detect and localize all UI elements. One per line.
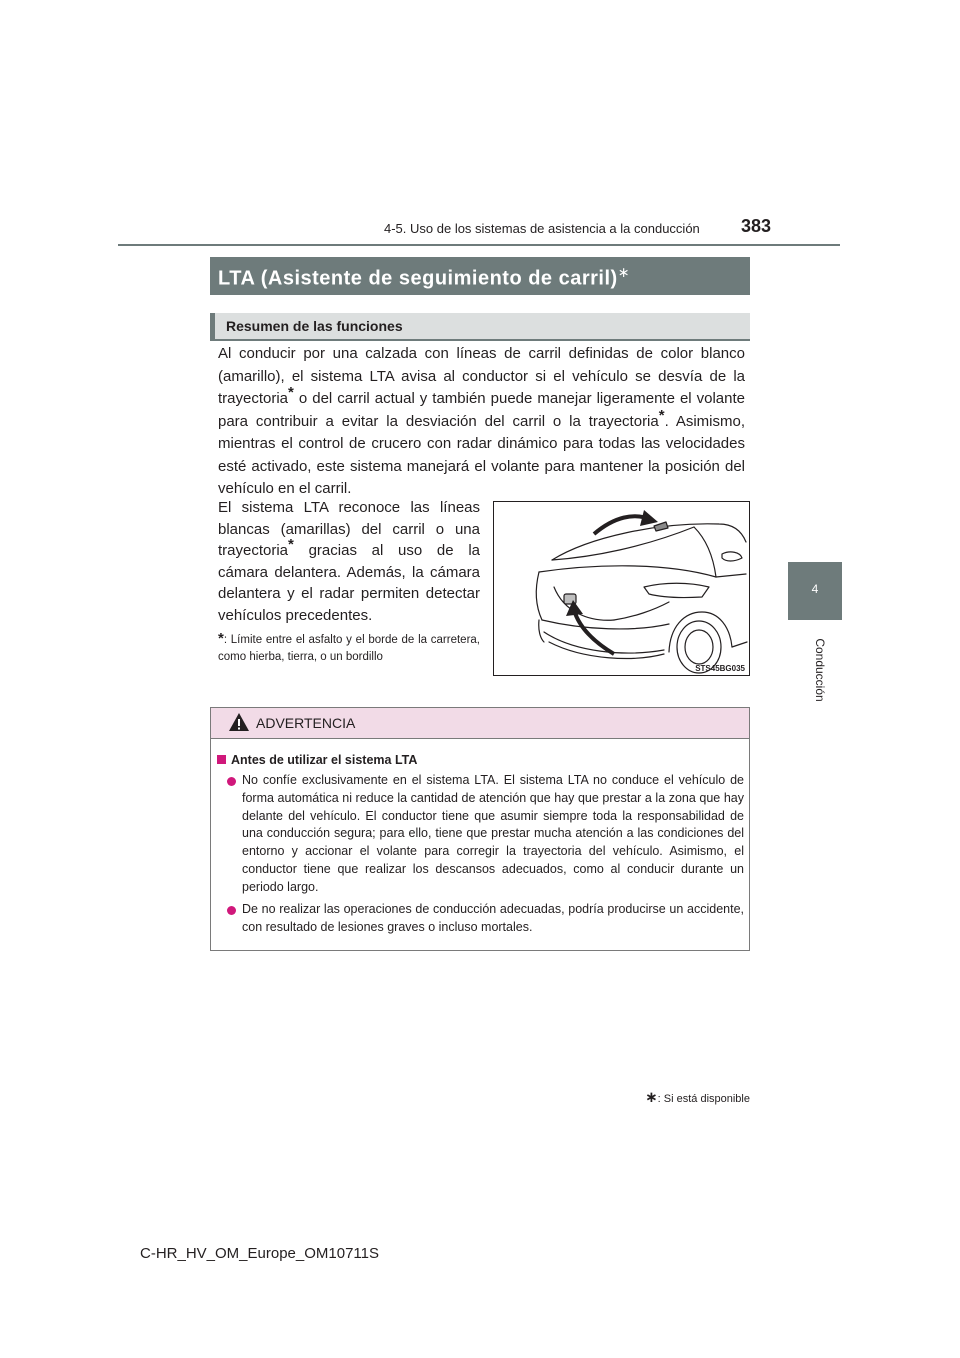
intro-text-1: Al conducir por una calzada con líneas de carril definidas de color blanco (amarillo), el sistema LTA avisa al conductor si el vehículo se desvía de la trayectoria [218, 345, 745, 407]
intro-paragraph [218, 343, 745, 501]
circle-bullet-icon [227, 777, 236, 786]
vehicle-illustration [493, 501, 750, 676]
section-title [218, 264, 630, 291]
camera-text-1: El sistema LTA reconoce las líneas blancas (amarillas) del carril o una trayectoria [218, 499, 480, 559]
section-title-marker: ∗ [617, 264, 630, 280]
warning-item: No confíe exclusivamente en el sistema LTA. El sistema LTA no conduce el vehículo de forma automática ni reduce la cantidad de atención que hay que prestar a la zona que hay delante del vehículo. El conductor tiene que asumir siempre toda la responsabilidad de una conducción segura; para ello, tiene que prestar mucha atención a las condiciones del entorno y accionar el volante para corregir la trayectoria del vehículo. Asimismo, el conductor tiene que realizar los descansos adecuados, como al conducir durante un periodo largo. [242, 773, 744, 894]
camera-paragraph [218, 497, 480, 626]
warning-item: De no realizar las operaciones de conducción adecuadas, podría producirse un accidente, con resultado de lesiones graves o incluso mortales. [242, 902, 744, 934]
asterisk-marker: * [288, 384, 294, 401]
section-title-bar [210, 257, 750, 295]
warning-heading: ADVERTENCIA [256, 715, 356, 731]
header-rule [118, 244, 840, 246]
header-section-title: 4-5. Uso de los sistemas de asistencia a la conducción [384, 221, 700, 236]
warning-subtitle [217, 753, 417, 767]
chapter-number: 4 [811, 582, 819, 596]
footnote-marker: ∗ [645, 1089, 658, 1106]
section-title-text: LTA (Asistente de seguimiento de carril) [218, 267, 618, 290]
availability-footnote [600, 1088, 750, 1106]
subheading-text: Resumen de las funciones [226, 318, 403, 334]
intro-text-3: . Asimismo, mientras el control de crucero con radar dinámico para todas las velocidades esté activado, este sistema manejará el volante para mantener la posición del vehículo en el carril. [218, 412, 745, 497]
chapter-label: Conducción [813, 638, 827, 702]
car-front-drawing [494, 502, 749, 675]
subheading-bar [210, 313, 750, 341]
warning-box [210, 707, 750, 951]
chapter-tab [788, 562, 842, 620]
circle-bullet-icon [227, 906, 236, 915]
note-marker: * [218, 630, 224, 647]
subheading-accent [210, 313, 215, 341]
definition-note [218, 630, 480, 666]
warning-header [211, 708, 749, 739]
camera-text-2: gracias al uso de la cámara delantera. Además, la cámara delantera y el radar permiten detectar vehículos precedentes. [218, 542, 480, 624]
document-code: C-HR_HV_OM_Europe_OM10711S [140, 1245, 379, 1262]
warning-subtitle-text: Antes de utilizar el sistema LTA [231, 753, 418, 767]
footnote-text: : Si está disponible [657, 1093, 750, 1105]
asterisk-marker: * [288, 536, 294, 553]
asterisk-marker: * [658, 406, 665, 424]
figure-id: STS45BG035 [695, 664, 745, 673]
warning-icon [228, 712, 250, 732]
note-text: : Límite entre el asfalto y el borde de la carretera, como hierba, tierra, o un bordillo [218, 634, 480, 663]
square-bullet-icon [217, 755, 226, 764]
intro-text-2: o del carril actual y también puede manejar ligeramente el volante para contribuir a evitar la desviación del carril o la trayectoria [218, 390, 745, 430]
page-number: 383 [741, 216, 772, 236]
